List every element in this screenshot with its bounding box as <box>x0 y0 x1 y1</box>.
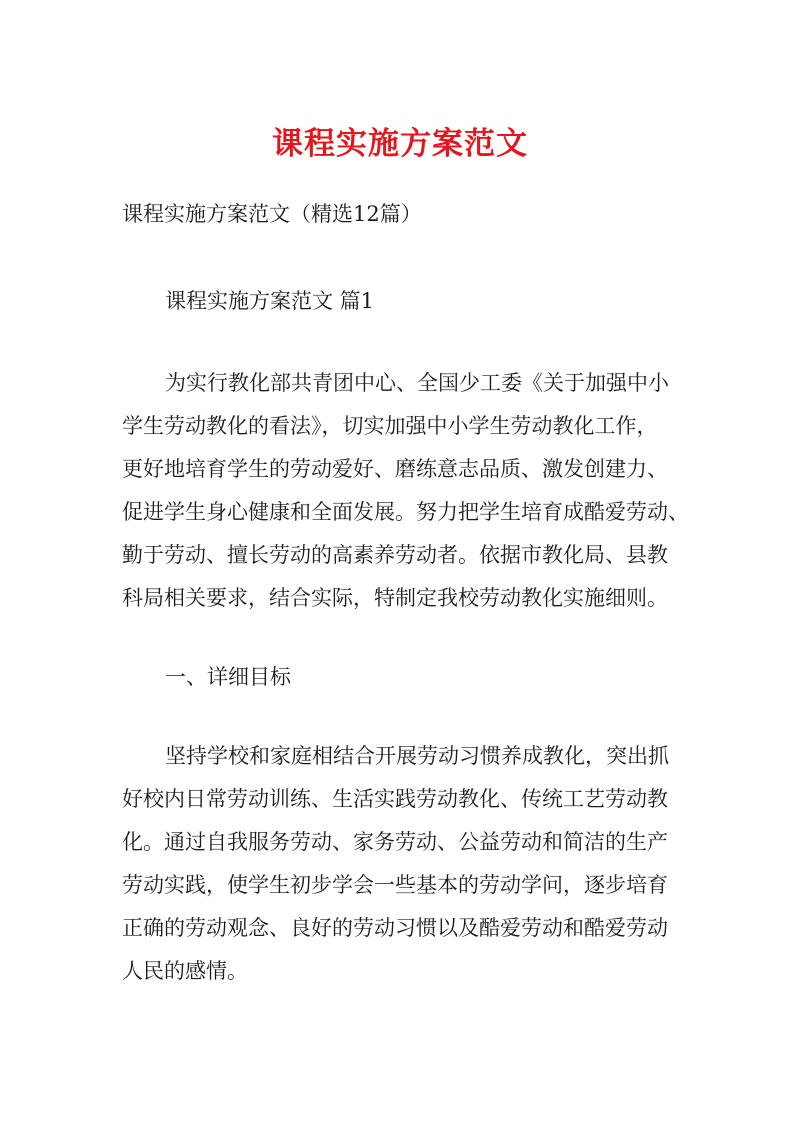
paragraph-1 <box>122 362 689 620</box>
paragraph-line: 学生劳动教化的看法》，切实加强中小学生劳动教化工作， <box>122 414 658 438</box>
paragraph-line: 更好地培育学生的劳动爱好、磨练意志品质、激发创建力、 <box>122 457 668 481</box>
section-heading-goals: 一、详细目标 <box>165 665 291 689</box>
paragraph-line: 为实行教化部共青团中心、全国少工委《关于加强中小 <box>165 371 669 395</box>
paragraph-line: 好校内日常劳动训练、生活实践劳动教化、传统工艺劳动教 <box>122 787 668 811</box>
paragraph-line: 促进学生身心健康和全面发展。努力把学生培育成酷爱劳动、 <box>122 500 689 524</box>
document-title: 课程实施方案范文 <box>272 126 528 162</box>
paragraph-2 <box>122 735 682 993</box>
paragraph-line: 劳动实践，使学生初步学会一些基本的劳动学问，逐步培育 <box>122 873 668 897</box>
paragraph-line: 坚持学校和家庭相结合开展劳动习惯养成教化，突出抓 <box>165 744 669 768</box>
document-subtitle: 课程实施方案范文（精选12篇） <box>122 202 422 226</box>
paragraph-line: 人民的感情。 <box>122 959 248 983</box>
paragraph-line: 科局相关要求，结合实际，特制定我校劳动教化实施细则。 <box>122 586 668 610</box>
article-heading: 课程实施方案范文 篇1 <box>165 289 375 313</box>
paragraph-line: 正确的劳动观念、良好的劳动习惯以及酷爱劳动和酷爱劳动 <box>122 916 668 940</box>
paragraph-line: 勤于劳动、擅长劳动的高素养劳动者。依据市教化局、县教 <box>122 543 668 567</box>
paragraph-line: 化。通过自我服务劳动、家务劳动、公益劳动和简洁的生产 <box>122 830 668 854</box>
